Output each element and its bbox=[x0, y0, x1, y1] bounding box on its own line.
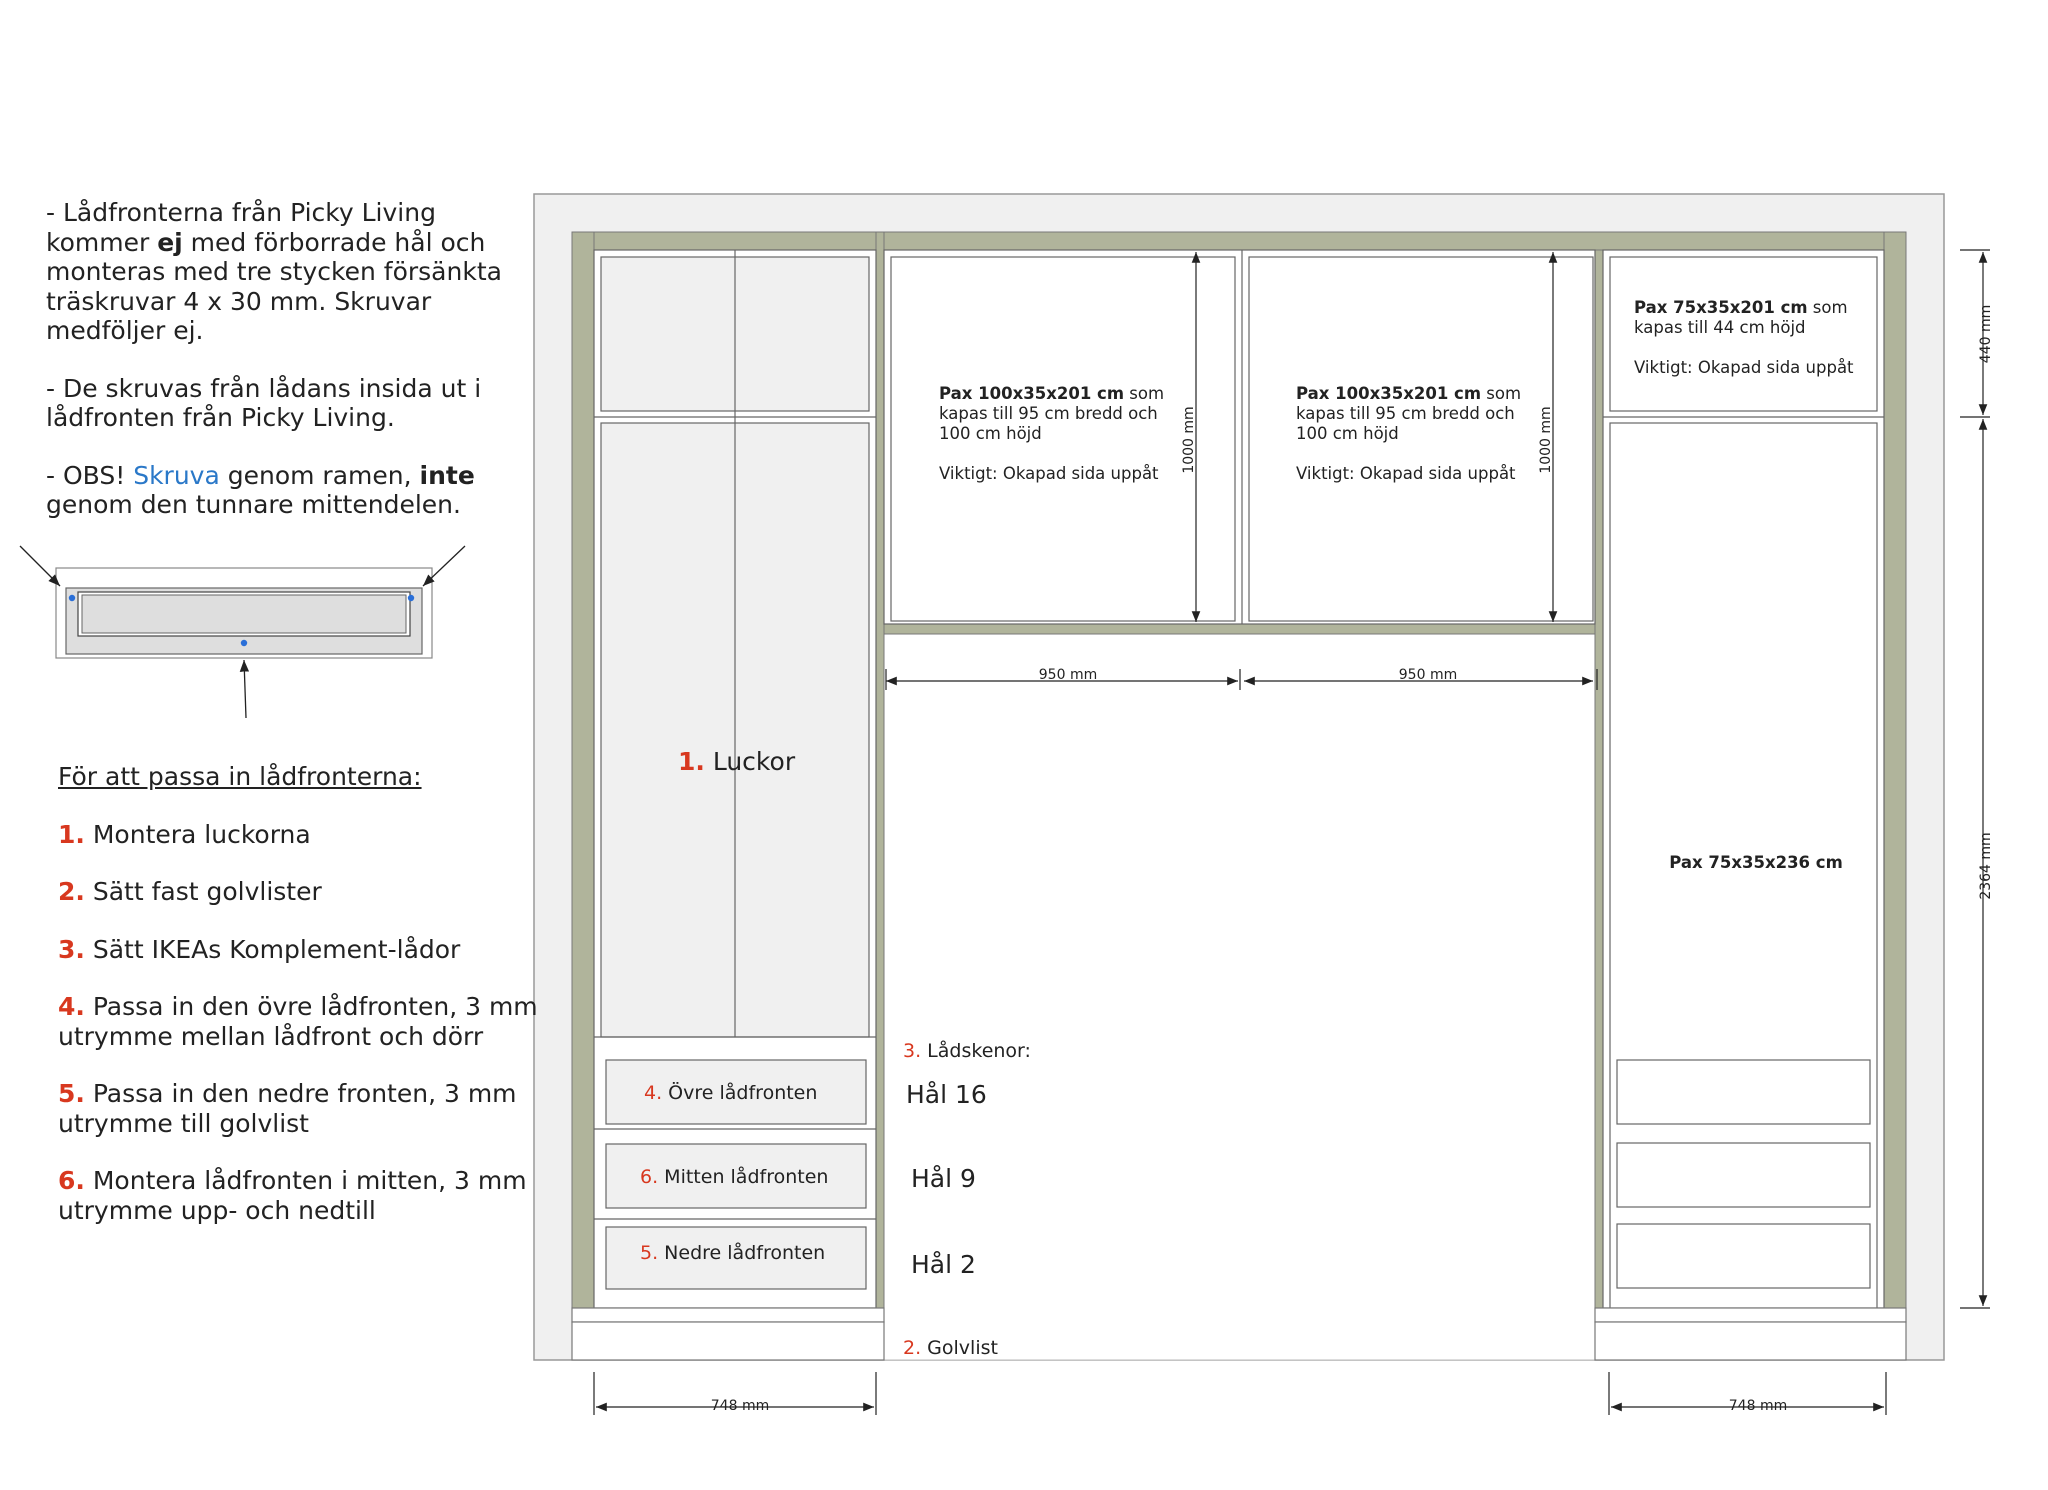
dim-1000-right: 1000 mm bbox=[1538, 406, 1554, 474]
step-item: 6. Montera lådfronten i mitten, 3 mm utrymme upp- och nedtill bbox=[58, 1166, 527, 1225]
label-front-mid: 6. Mitten lådfronten bbox=[640, 1166, 829, 1188]
dim-950-right: 950 mm bbox=[1398, 667, 1458, 683]
svg-text:kapas till 44 cm höjd: kapas till 44 cm höjd bbox=[1634, 318, 1806, 337]
svg-text:kapas till 95 cm bredd och: kapas till 95 cm bredd och bbox=[939, 404, 1158, 423]
drawer-section-detail bbox=[20, 546, 465, 718]
step-item: 2. Sätt fast golvlister bbox=[58, 877, 322, 906]
label-front-low: 5. Nedre lådfronten bbox=[640, 1242, 826, 1264]
instructions bbox=[46, 198, 526, 548]
label-ladskenor: 3. Lådskenor: bbox=[903, 1040, 1031, 1062]
step-item: 3. Sätt IKEAs Komplement-lådor bbox=[58, 934, 461, 964]
step-item: 1. Montera luckorna bbox=[58, 819, 311, 849]
svg-text:100 cm höjd: 100 cm höjd bbox=[1296, 424, 1399, 443]
label-luckor: 1. Luckor bbox=[678, 747, 796, 776]
svg-text:Pax 100x35x201 cm som: Pax 100x35x201 cm som bbox=[939, 384, 1165, 403]
label-front-upper: 4. Övre lådfronten bbox=[644, 1082, 818, 1104]
instruction-paragraph-3: - OBS! Skruva genom ramen, inte genom den tunnare mittendelen. bbox=[46, 460, 475, 519]
label-hal16: Hål 16 bbox=[906, 1080, 987, 1109]
dim-950-left: 950 mm bbox=[1038, 667, 1098, 683]
svg-text:100 cm höjd: 100 cm höjd bbox=[939, 424, 1042, 443]
step-item: 5. Passa in den nedre fronten, 3 mm utrymme till golvlist bbox=[58, 1079, 517, 1138]
instruction-paragraph-2: - De skruvas från lådans insida ut i lådfronten från Picky Living. bbox=[46, 373, 482, 432]
step-item: 4. Passa in den övre lådfronten, 3 mm utrymme mellan lådfront och dörr bbox=[58, 992, 538, 1051]
steps-heading: För att passa in lådfronterna: bbox=[58, 762, 422, 791]
dim-2364: 2364 mm bbox=[1978, 832, 1994, 900]
svg-text:Pax 100x35x201 cm som: Pax 100x35x201 cm som bbox=[1296, 384, 1522, 403]
cabinet-text-right-tall: Pax 75x35x236 cm bbox=[1669, 853, 1843, 872]
instruction-paragraph-1: - Lådfronterna från Picky Living kommer ej med förborrade hål och monteras med tre stycken försänkta träskruvar 4 x 30 mm. Skruvar medföljer ej. bbox=[46, 198, 502, 345]
label-hal9: Hål 9 bbox=[911, 1164, 976, 1193]
right-cabinet bbox=[1603, 250, 1884, 1308]
svg-text:Viktigt: Okapad sida uppåt: Viktigt: Okapad sida uppåt bbox=[1296, 464, 1516, 483]
svg-text:Viktigt: Okapad sida uppåt: Viktigt: Okapad sida uppåt bbox=[1634, 358, 1854, 377]
label-hal2: Hål 2 bbox=[911, 1250, 976, 1279]
svg-text:Viktigt: Okapad sida uppåt: Viktigt: Okapad sida uppåt bbox=[939, 464, 1159, 483]
dim-440: 440 mm bbox=[1978, 304, 1994, 364]
svg-text:Pax 75x35x201 cm som: Pax 75x35x201 cm som bbox=[1634, 298, 1848, 317]
steps-list bbox=[58, 762, 538, 1253]
left-cabinet bbox=[594, 250, 876, 1308]
label-golvlist: 2. Golvlist bbox=[903, 1337, 998, 1359]
dim-1000-left: 1000 mm bbox=[1181, 406, 1197, 474]
dim-748-right: 748 mm bbox=[1728, 1398, 1788, 1414]
dim-748-left: 748 mm bbox=[710, 1398, 770, 1414]
svg-text:kapas till 95 cm bredd och: kapas till 95 cm bredd och bbox=[1296, 404, 1515, 423]
